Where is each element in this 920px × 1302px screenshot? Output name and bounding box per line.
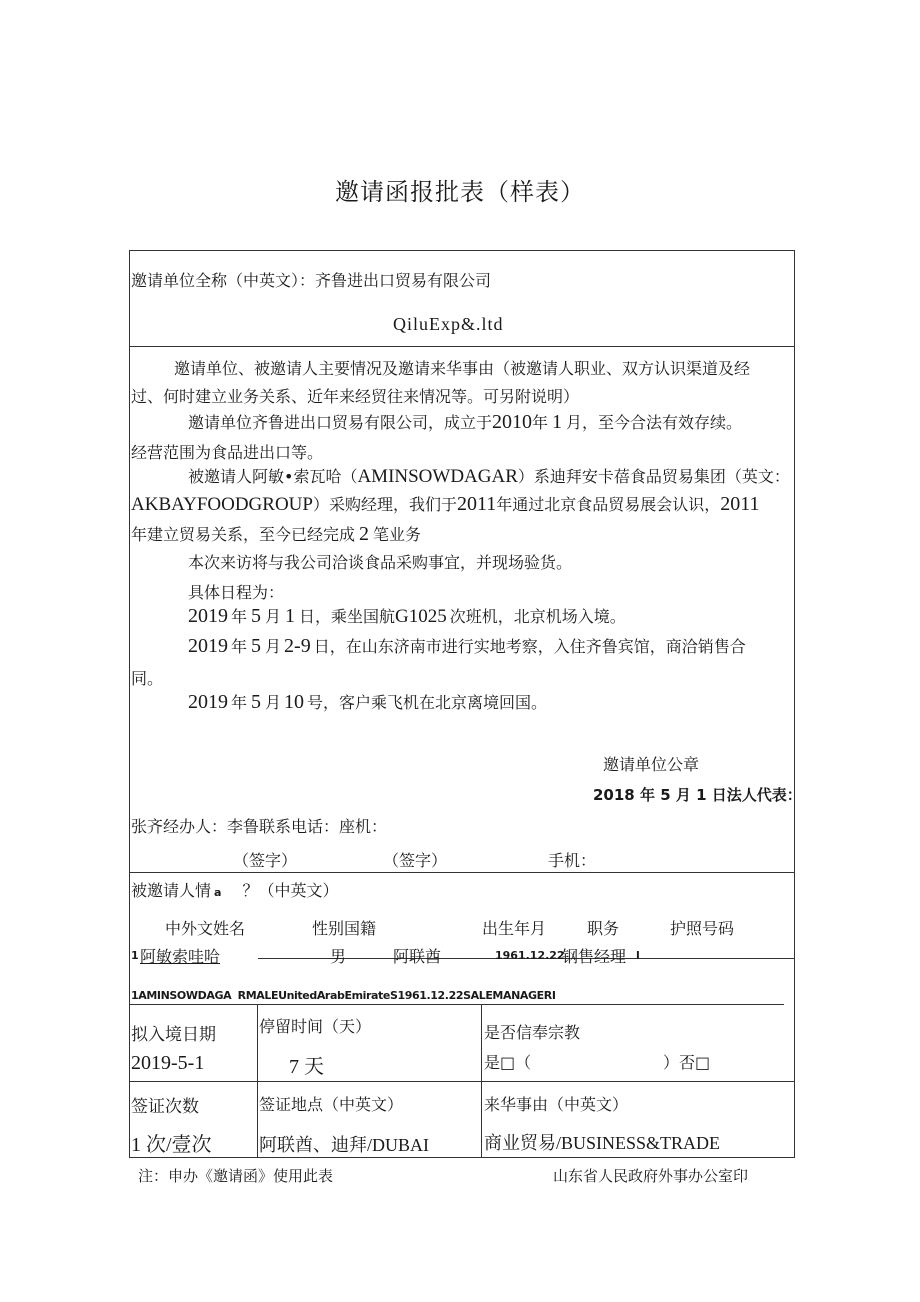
p2-text-b: ）系迪拜安卡蓓食品贸易集团（英文： xyxy=(517,467,790,486)
visa-place-value: 阿联酋、迪拜/DUBAI xyxy=(259,1135,429,1155)
entry-date-value: 2019-5-1 xyxy=(131,1052,205,1074)
footer-note: 注：申办《邀请函》使用此表 xyxy=(138,1167,334,1185)
header-position: 职务 xyxy=(587,919,620,938)
divider-entry xyxy=(129,1081,795,1082)
stay-value-text: 7 天 xyxy=(289,1056,324,1078)
schedule-item-2-line2: 同。 xyxy=(131,669,164,688)
reason-heading-1: 邀请单位、被邀请人主要情况及邀请来华事由（被邀请人职业、双方认识渠道及经 xyxy=(174,359,751,378)
reason-heading-2: 过、何时建立业务关系、近年来经贸往来情况等。可另附说明） xyxy=(131,387,580,406)
s1-text-d: 次班机，北京机场入境。 xyxy=(449,607,626,626)
table-border-top xyxy=(129,250,795,251)
religion-yes: 是□（ xyxy=(484,1053,532,1072)
p1-text-c: 月，至今合法有效存续。 xyxy=(566,413,743,432)
s3-text-a: 年 xyxy=(231,693,248,712)
contact-line: 张齐经办人：李鲁联系电话：座机： xyxy=(131,817,388,836)
schedule-item-1 xyxy=(188,604,626,628)
schedule-item-2 xyxy=(188,634,746,658)
p1-month: 1 xyxy=(552,411,563,433)
s2-text-c: 日，在山东济南市进行实地考察，入住齐鲁宾馆，商洽销售合 xyxy=(313,637,746,656)
s1-year: 2019 xyxy=(188,605,228,627)
row-cn-end-mark: l xyxy=(636,949,640,962)
seal-label: 邀请单位公章 xyxy=(603,755,700,774)
invitee-heading-a: 被邀请人情 xyxy=(131,881,212,900)
s1-text-c: 日，乘坐国航 xyxy=(299,607,396,626)
divider-unit xyxy=(129,346,795,347)
row-cn-index: 1 xyxy=(131,949,139,962)
s2-month: 5 xyxy=(251,635,262,657)
unit-name-label: 邀请单位全称（中英文）：齐鲁进出口贸易有限公司 xyxy=(131,271,492,290)
s2-text-b: 月 xyxy=(265,637,282,656)
divider-invitee xyxy=(129,872,795,873)
entry-date-label: 拟入境日期 xyxy=(131,1025,216,1045)
mobile-label: 手机： xyxy=(548,851,597,870)
col-divider-2 xyxy=(481,1004,482,1157)
header-passport: 护照号码 xyxy=(670,919,735,938)
visa-count-value-text: 1 次/壹次 xyxy=(131,1134,212,1156)
unit-name-en: QiluExp&.ltd xyxy=(393,314,504,334)
row-cn-birth: 1961.12.22 xyxy=(495,949,565,962)
header-gender-nationality: 性别国籍 xyxy=(312,919,377,938)
p2-invitee-name-en: AMINSOWDAGAR xyxy=(357,466,518,487)
row-cn-name: 阿敏索哇哈 xyxy=(140,947,221,966)
p1-text-b: 年 xyxy=(532,413,549,432)
p2-line2-text-b: 年通过北京食品贸易展会认识， xyxy=(496,495,721,514)
row-cn-nationality: 阿联酋 xyxy=(393,947,442,966)
p2-line2-year1: 2011 xyxy=(456,493,497,515)
row-cn-position: 钢售经理 xyxy=(562,947,627,966)
divider-en-row xyxy=(129,1004,784,1005)
reason-paragraph-4: 具体日程为： xyxy=(188,583,285,602)
reason-paragraph-2-line3 xyxy=(131,522,421,546)
invitee-heading xyxy=(131,878,338,901)
reason-paragraph-2-line2 xyxy=(131,492,760,516)
s2-year: 2019 xyxy=(188,635,228,657)
s1-flight: G1025 xyxy=(395,606,447,627)
p1-year: 2010 xyxy=(492,411,533,433)
table-border-right xyxy=(794,250,795,1158)
stay-label: 停留时间（天） xyxy=(259,1017,372,1036)
row-en-line: 1AMINSOWDAGA RMALEUnitedArabEmirateS1961.12.22SALEMANAGERI xyxy=(131,989,556,1002)
p2-text-a: 被邀请人阿敏•索瓦哈（ xyxy=(188,467,358,486)
p2-line3-text-a: 年建立贸易关系，至今已经完成 xyxy=(131,525,356,544)
signature-1: （签字） xyxy=(233,851,298,870)
date-representative: 2018 年 5 月 1 日法人代表： xyxy=(593,786,802,804)
invitee-heading-b: ？（中英文） xyxy=(242,881,339,900)
p2-line3-count: 2 xyxy=(359,523,370,545)
reason-paragraph-2 xyxy=(188,464,790,488)
s3-text-b: 月 xyxy=(265,693,282,712)
p2-line2-text-a: ）采购经理，我们于 xyxy=(312,495,457,514)
s3-text-c: 号，客户乘飞机在北京离境回国。 xyxy=(307,693,548,712)
s2-text-a: 年 xyxy=(231,637,248,656)
s2-days: 2-9 xyxy=(284,635,311,657)
reason-paragraph-3: 本次来访将与我公司洽谈食品采购事宜，并现场验货。 xyxy=(188,553,573,572)
religion-no: ）否□ xyxy=(663,1053,711,1072)
p2-group-en: AKBAYFOODGROUP xyxy=(131,494,313,515)
s3-year: 2019 xyxy=(188,691,228,713)
religion-label: 是否信奉宗教 xyxy=(484,1023,581,1042)
table-border-left xyxy=(129,250,130,1158)
s1-text-b: 月 xyxy=(265,607,282,626)
visit-reason-value: 商业贸易/BUSINESS&TRADE xyxy=(484,1133,721,1153)
p2-line3-text-b: 笔业务 xyxy=(373,525,422,544)
schedule-item-3 xyxy=(188,690,547,714)
s3-day: 10 xyxy=(284,691,305,713)
visa-count-value xyxy=(131,1128,212,1157)
row-cn-gender: 男 xyxy=(330,947,347,966)
s1-day: 1 xyxy=(285,605,296,627)
visa-place-label: 签证地点（中英文） xyxy=(259,1095,404,1114)
signature-2: （签字） xyxy=(383,851,448,870)
header-birth: 出生年月 xyxy=(482,919,547,938)
footer-office: 山东省人民政府外事办公室印 xyxy=(553,1167,749,1185)
page-title: 邀请函报批表（样表） xyxy=(335,178,585,206)
s3-month: 5 xyxy=(251,691,262,713)
col-divider-1 xyxy=(257,1004,258,1157)
header-name: 中外文姓名 xyxy=(165,919,246,938)
p2-line2-year2: 2011 xyxy=(720,493,760,515)
p1-text-a: 邀请单位齐鲁进出口贸易有限公司，成立于 xyxy=(188,413,493,432)
stay-value xyxy=(289,1050,324,1079)
s1-text-a: 年 xyxy=(231,607,248,626)
s1-month: 5 xyxy=(251,605,262,627)
reason-paragraph-1-line2: 经营范围为食品进出口等。 xyxy=(131,443,324,462)
visit-reason-label: 来华事由（中英文） xyxy=(484,1095,629,1114)
invitee-heading-mark: a xyxy=(214,886,222,899)
reason-paragraph-1 xyxy=(188,410,742,434)
visa-count-label: 签证次数 xyxy=(131,1097,199,1117)
table-border-bottom xyxy=(129,1157,795,1158)
